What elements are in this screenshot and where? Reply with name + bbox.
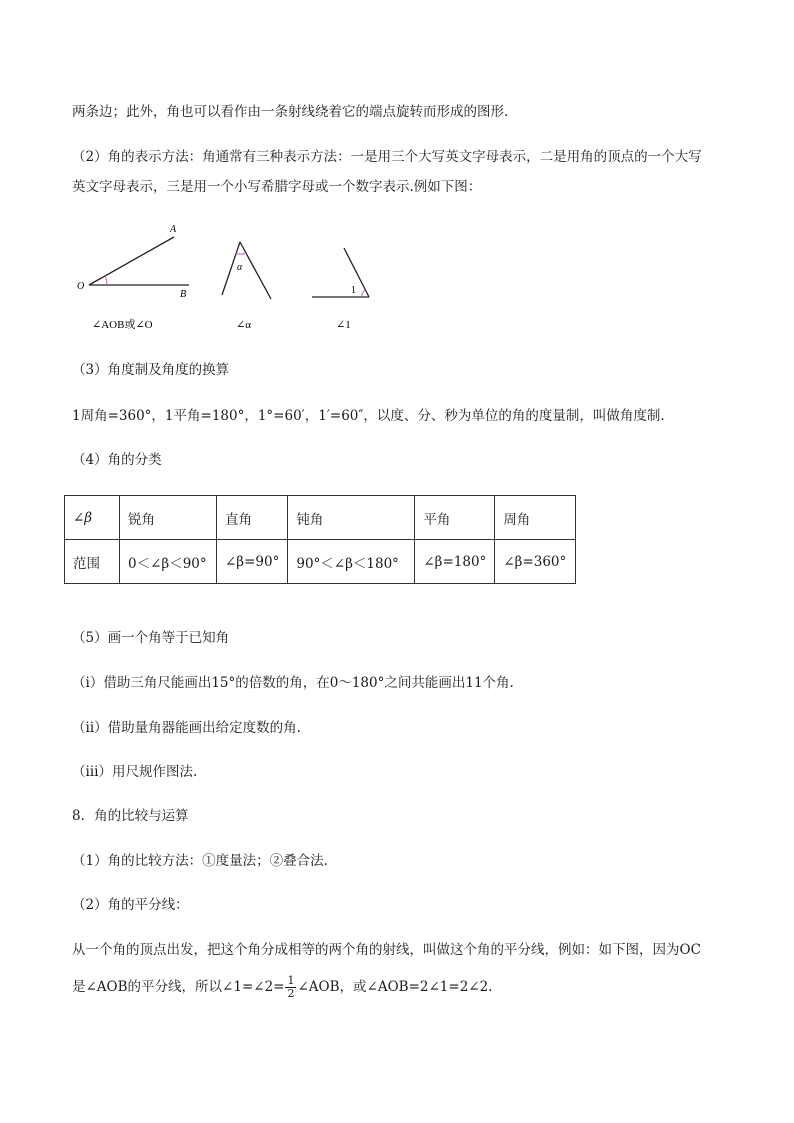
label-one: 1	[351, 285, 356, 296]
label-b: B	[180, 289, 187, 300]
paragraph-12: （2）角的平分线：	[72, 897, 189, 913]
alpha-right-side	[240, 242, 271, 299]
paragraph-2b: 英文字母表示，三是用一个小写希腊字母或一个数字表示.例如下图：	[72, 179, 482, 195]
label-o: O	[77, 281, 85, 292]
text-segment: ∠AOB，或∠AOB=2∠1=2∠2.	[297, 979, 493, 995]
angle-arc-aob	[105, 276, 107, 285]
angle-arc-1	[362, 290, 365, 297]
angle-classification-table	[64, 495, 576, 584]
table-cell: ∠β=180°	[415, 540, 495, 584]
ray-oa	[89, 237, 174, 285]
caption-angle-aob: ∠AOB或∠O	[92, 319, 153, 331]
caption-angle-1: ∠1	[336, 319, 351, 331]
table-cell: 钝角	[288, 496, 415, 540]
paragraph-1: 两条边；此外，角也可以看作由一条射线绕着它的端点旋转而形成的图形.	[72, 104, 509, 120]
paragraph-13: 从一个角的顶点出发，把这个角分成相等的两个角的射线，叫做这个角的平分线，例如：如下图，因为OC	[72, 942, 701, 958]
table-row	[65, 496, 576, 540]
paragraph-8: （ⅱ）借助量角器能画出给定度数的角.	[72, 720, 301, 736]
paragraph-2a: （2）角的表示方法：角通常有三种表示方法：一是用三个大写英文字母表示，二是用角的顶点的一个大写	[72, 149, 702, 165]
table-cell: 直角	[217, 496, 288, 540]
table-cell: 周角	[495, 496, 576, 540]
table-cell: ∠β=360°	[495, 540, 576, 584]
fraction-numerator: 1	[287, 974, 295, 987]
paragraph-3: （3）角度制及角度的换算	[72, 362, 230, 378]
table-cell: 范围	[65, 540, 120, 584]
fraction-one-half	[285, 975, 296, 1000]
table-cell: 0＜∠β＜90°	[120, 540, 217, 584]
section-heading-8: 8．角的比较与运算	[72, 808, 189, 824]
paragraph-14	[72, 974, 492, 1000]
paragraph-7: （ⅰ）借助三角尺能画出15°的倍数的角，在0～180°之间共能画出11个角.	[72, 675, 514, 691]
table-cell: 90°＜∠β＜180°	[288, 540, 415, 584]
label-alpha: α	[237, 262, 243, 273]
table-cell: ∠β	[65, 496, 120, 540]
paragraph-9: （ⅲ）用尺规作图法.	[72, 764, 198, 780]
table-cell: ∠β=90°	[217, 540, 288, 584]
paragraph-4: 1周角=360°，1平角=180°，1°=60′，1′=60″，以度、分、秒为单位的角的度量制，叫做角度制.	[72, 408, 665, 424]
angle-arc-alpha	[236, 253, 246, 254]
table-row	[65, 540, 576, 584]
angle-notation-figure	[70, 215, 390, 340]
fraction-denominator: 2	[287, 987, 295, 1000]
angle1-slant	[344, 248, 369, 297]
table-cell: 锐角	[120, 496, 217, 540]
label-a: A	[170, 224, 177, 235]
table-cell: 平角	[415, 496, 495, 540]
text-segment: 是∠AOB的平分线，所以∠1=∠2=	[72, 979, 285, 995]
caption-angle-alpha: ∠α	[236, 319, 251, 331]
paragraph-6: （5）画一个角等于已知角	[72, 630, 230, 646]
paragraph-5: （4）角的分类	[72, 452, 162, 468]
paragraph-11: （1）角的比较方法：①度量法；②叠合法.	[72, 853, 328, 869]
